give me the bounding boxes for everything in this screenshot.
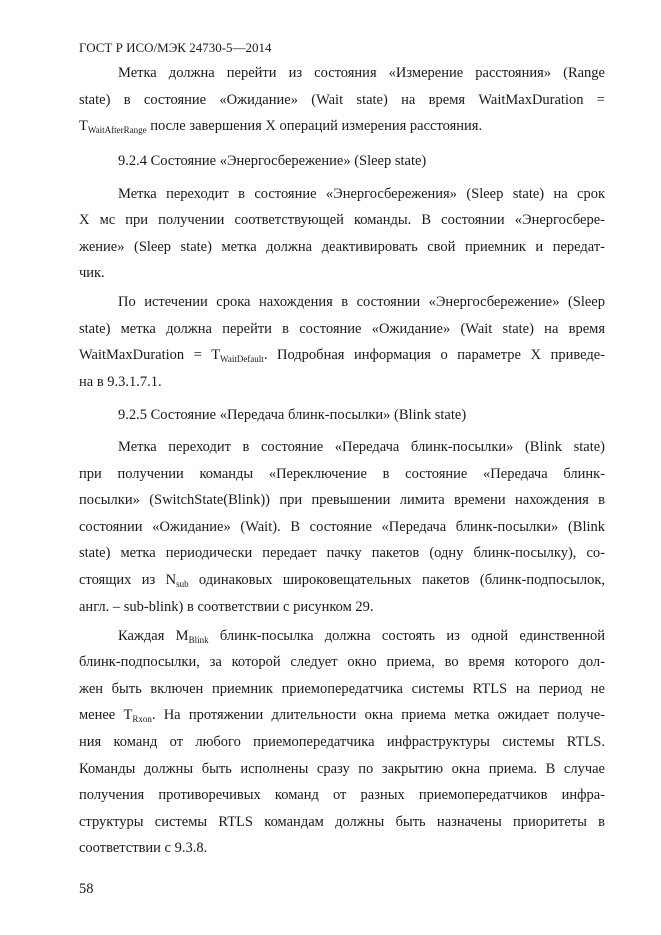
document-header: ГОСТ Р ИСО/МЭК 24730-5—2014 bbox=[79, 40, 272, 55]
paragraph-3-line-4: на в 9.3.1.7.1. bbox=[79, 374, 162, 390]
paragraph-5-line-5: ния команд от любого приемопередатчика инфраструктуры системы RTLS. bbox=[79, 734, 605, 750]
paragraph-4-line-3: посылки» (SwitchState(Blink)) при превышении лимита времени нахождения в bbox=[79, 492, 605, 508]
paragraph-4-line-1: Метка переходит в состояние «Передача блинк-посылки» (Blink state) bbox=[118, 439, 605, 455]
paragraph-5-line-1: Каждая $M_{Blink}$ блинк-посылка должна состоять из одной единственной bbox=[118, 628, 605, 645]
paragraph-3-line-2: state) метка должна перейти в состояние «Ожидание» (Wait state) на время bbox=[79, 321, 605, 337]
section-heading-9-2-4: 9.2.4 Состояние «Энергосбережение» (Sleep state) bbox=[118, 153, 427, 169]
section-heading-9-2-5: 9.2.5 Состояние «Передача блинк-посылки» (Blink state) bbox=[118, 407, 467, 423]
paragraph-2-line-3: жение» (Sleep state) метка должна деактивировать свой приемник и передат- bbox=[79, 239, 605, 255]
paragraph-4-line-6: стоящих из $N_{sub}$ одинаковых широковещательных пакетов (блинк-подпосылок, bbox=[79, 572, 606, 589]
paragraph-5-line-2: блинк-подпосылки, за которой следует окно приема, во время которого дол- bbox=[79, 654, 605, 670]
paragraph-1-line-1: Метка должна перейти из состояния «Измерение расстояния» (Range bbox=[118, 65, 605, 81]
paragraph-5-line-7: получения противоречивых команд от разных приемопередатчиков инфра- bbox=[79, 787, 605, 803]
paragraph-5-line-9: соответствии с 9.3.8. bbox=[79, 840, 208, 856]
paragraph-2-line-2: X мс при получении соответствующей команды. В состоянии «Энергосбере- bbox=[79, 212, 605, 228]
paragraph-4-line-5: state) метка периодически передает пачку пакетов (одну блинк-посылку), со- bbox=[79, 545, 605, 561]
page-number: 58 bbox=[79, 881, 94, 897]
paragraph-5-line-8: структуры системы RTLS командам должны быть назначены приоритеты в bbox=[79, 814, 605, 830]
paragraph-4-line-2: при получении команды «Переключение в состояние «Передача блинк- bbox=[79, 466, 605, 482]
paragraph-1-line-2: state) в состояние «Ожидание» (Wait state) на время WaitMaxDuration = bbox=[79, 92, 605, 108]
paragraph-5-line-6: Команды должны быть исполнены сразу по закрытию окна приема. В случае bbox=[79, 761, 605, 777]
paragraph-5-line-3: жен быть включен приемник приемопередатчика системы RTLS на период не bbox=[79, 681, 605, 697]
paragraph-1-line-3: $T_{WaitAfterRange}$ после завершения X операций измерения расстояния. bbox=[79, 118, 483, 135]
paragraph-4-line-7: англ. – sub-blink) в соответствии с рисунком 29. bbox=[79, 599, 374, 615]
paragraph-4-line-4: состоянии «Ожидание» (Wait). В состояние «Передача блинк-посылки» (Blink bbox=[79, 519, 605, 535]
paragraph-5-line-4: менее $T_{Rxon}$. На протяжении длительности окна приема метка ожидает получе- bbox=[79, 707, 605, 724]
paragraph-3-line-1: По истечении срока нахождения в состоянии «Энергосбережение» (Sleep bbox=[118, 294, 605, 310]
paragraph-2-line-1: Метка переходит в состояние «Энергосбережения» (Sleep state) на срок bbox=[118, 186, 605, 202]
paragraph-2-line-4: чик. bbox=[79, 265, 105, 281]
paragraph-3-line-3: WaitMaxDuration = $T_{WaitDefault}$. Подробная информация о параметре X приведе- bbox=[79, 347, 605, 364]
